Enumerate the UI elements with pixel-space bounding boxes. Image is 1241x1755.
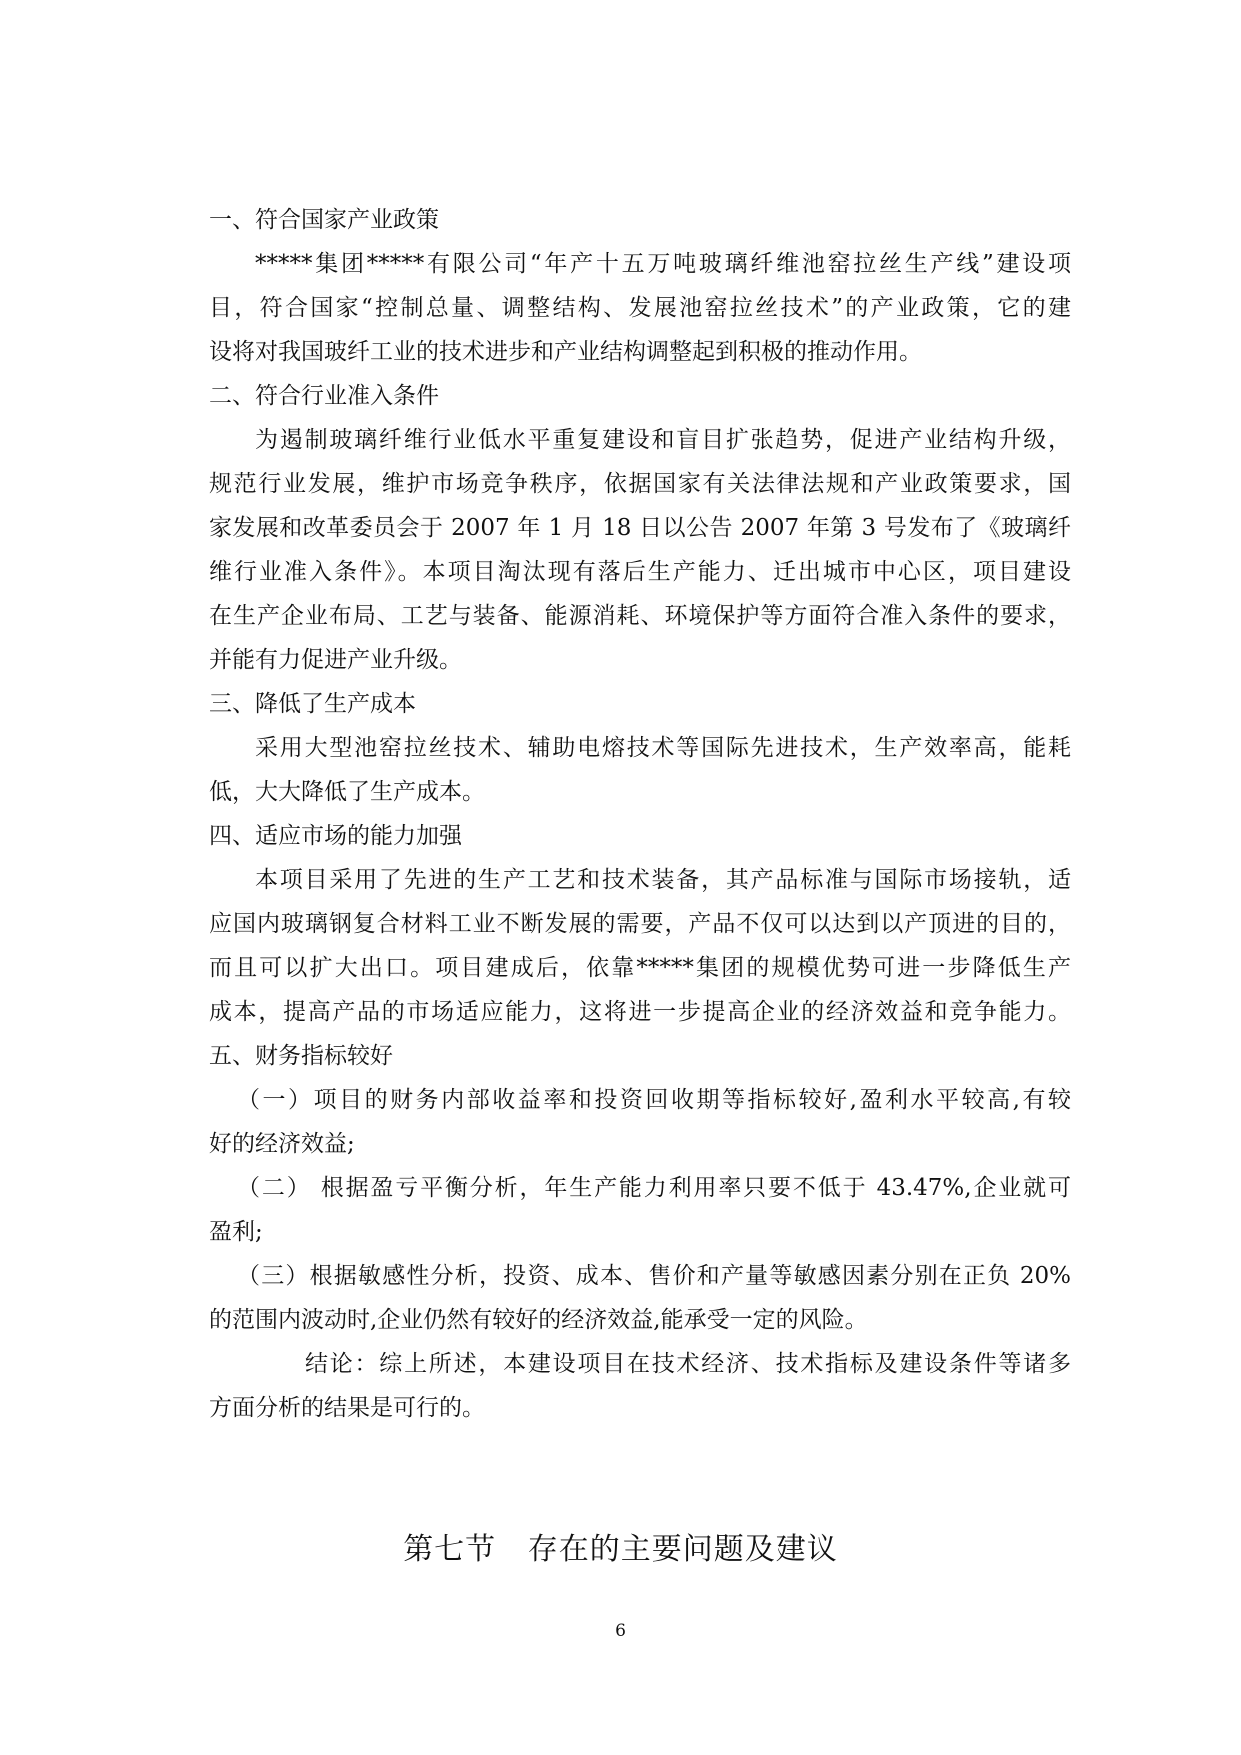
paragraph-line: 并能有力促进产业升级。 — [209, 647, 462, 673]
paragraph-line: 维行业准入条件》。本项目淘汰现有落后生产能力、迁出城市中心区，项目建设 — [209, 559, 1071, 585]
paragraph-line: 低，大大降低了生产成本。 — [209, 779, 485, 805]
paragraph-line: 目，符合国家“控制总量、调整结构、发展池窑拉丝技术”的产业政策，它的建 — [209, 295, 1071, 321]
paragraph-line: 设将对我国玻纤工业的技术进步和产业结构调整起到积极的推动作用。 — [209, 339, 922, 365]
paragraph-line: 而且可以扩大出口。项目建成后，依靠*****集团的规模优势可进一步降低生产 — [209, 955, 1071, 981]
paragraph-line: 好的经济效益; — [209, 1131, 355, 1157]
paragraph-line: 在生产企业布局、工艺与装备、能源消耗、环境保护等方面符合准入条件的要求， — [209, 603, 1071, 629]
paragraph-line: 家发展和改革委员会于 2007 年 1 月 18 日以公告 2007 年第 3 号发布了《玻璃纤 — [209, 515, 1071, 541]
paragraph-line: 采用大型池窑拉丝技术、辅助电熔技术等国际先进技术，生产效率高，能耗 — [255, 735, 1071, 761]
paragraph-line: 本项目采用了先进的生产工艺和技术装备，其产品标准与国际市场接轨，适 — [255, 867, 1071, 893]
paragraph-line: 应国内玻璃钢复合材料工业不断发展的需要，产品不仅可以达到以产顶进的目的， — [209, 911, 1071, 937]
section-heading: 三、降低了生产成本 — [209, 691, 416, 717]
section-title: 第七节 存在的主要问题及建议 — [403, 1532, 838, 1567]
conclusion-line: 结论：综上所述，本建设项目在技术经济、技术指标及建设条件等诸多 — [305, 1351, 1071, 1377]
paragraph-line: 的范围内波动时,企业仍然有较好的经济效益,能承受一定的风险。 — [209, 1307, 868, 1333]
page-number: 6 — [615, 1621, 626, 1641]
paragraph-line: 成本，提高产品的市场适应能力，这将进一步提高企业的经济效益和竞争能力。 — [209, 999, 1071, 1025]
paragraph-line: 盈利; — [209, 1219, 263, 1245]
paragraph-line: 为遏制玻璃纤维行业低水平重复建设和盲目扩张趋势，促进产业结构升级， — [255, 427, 1071, 453]
section-heading: 四、适应市场的能力加强 — [209, 823, 462, 849]
section-heading: 二、符合行业准入条件 — [209, 383, 439, 409]
conclusion-line: 方面分析的结果是可行的。 — [209, 1395, 485, 1421]
section-heading: 五、财务指标较好 — [209, 1043, 393, 1069]
paragraph-line: （二） 根据盈亏平衡分析，年生产能力利用率只要不低于 43.47%,企业就可 — [237, 1175, 1071, 1201]
section-heading: 一、符合国家产业政策 — [209, 207, 439, 233]
paragraph-line: （一）项目的财务内部收益率和投资回收期等指标较好,盈利水平较高,有较 — [237, 1087, 1071, 1113]
paragraph-line: 规范行业发展，维护市场竞争秩序，依据国家有关法律法规和产业政策要求，国 — [209, 471, 1071, 497]
paragraph-line: *****集团*****有限公司“年产十五万吨玻璃纤维池窑拉丝生产线”建设项 — [255, 251, 1071, 277]
paragraph-line: （三）根据敏感性分析，投资、成本、售价和产量等敏感因素分别在正负 20% — [237, 1263, 1071, 1289]
document-body — [209, 198, 1071, 1430]
